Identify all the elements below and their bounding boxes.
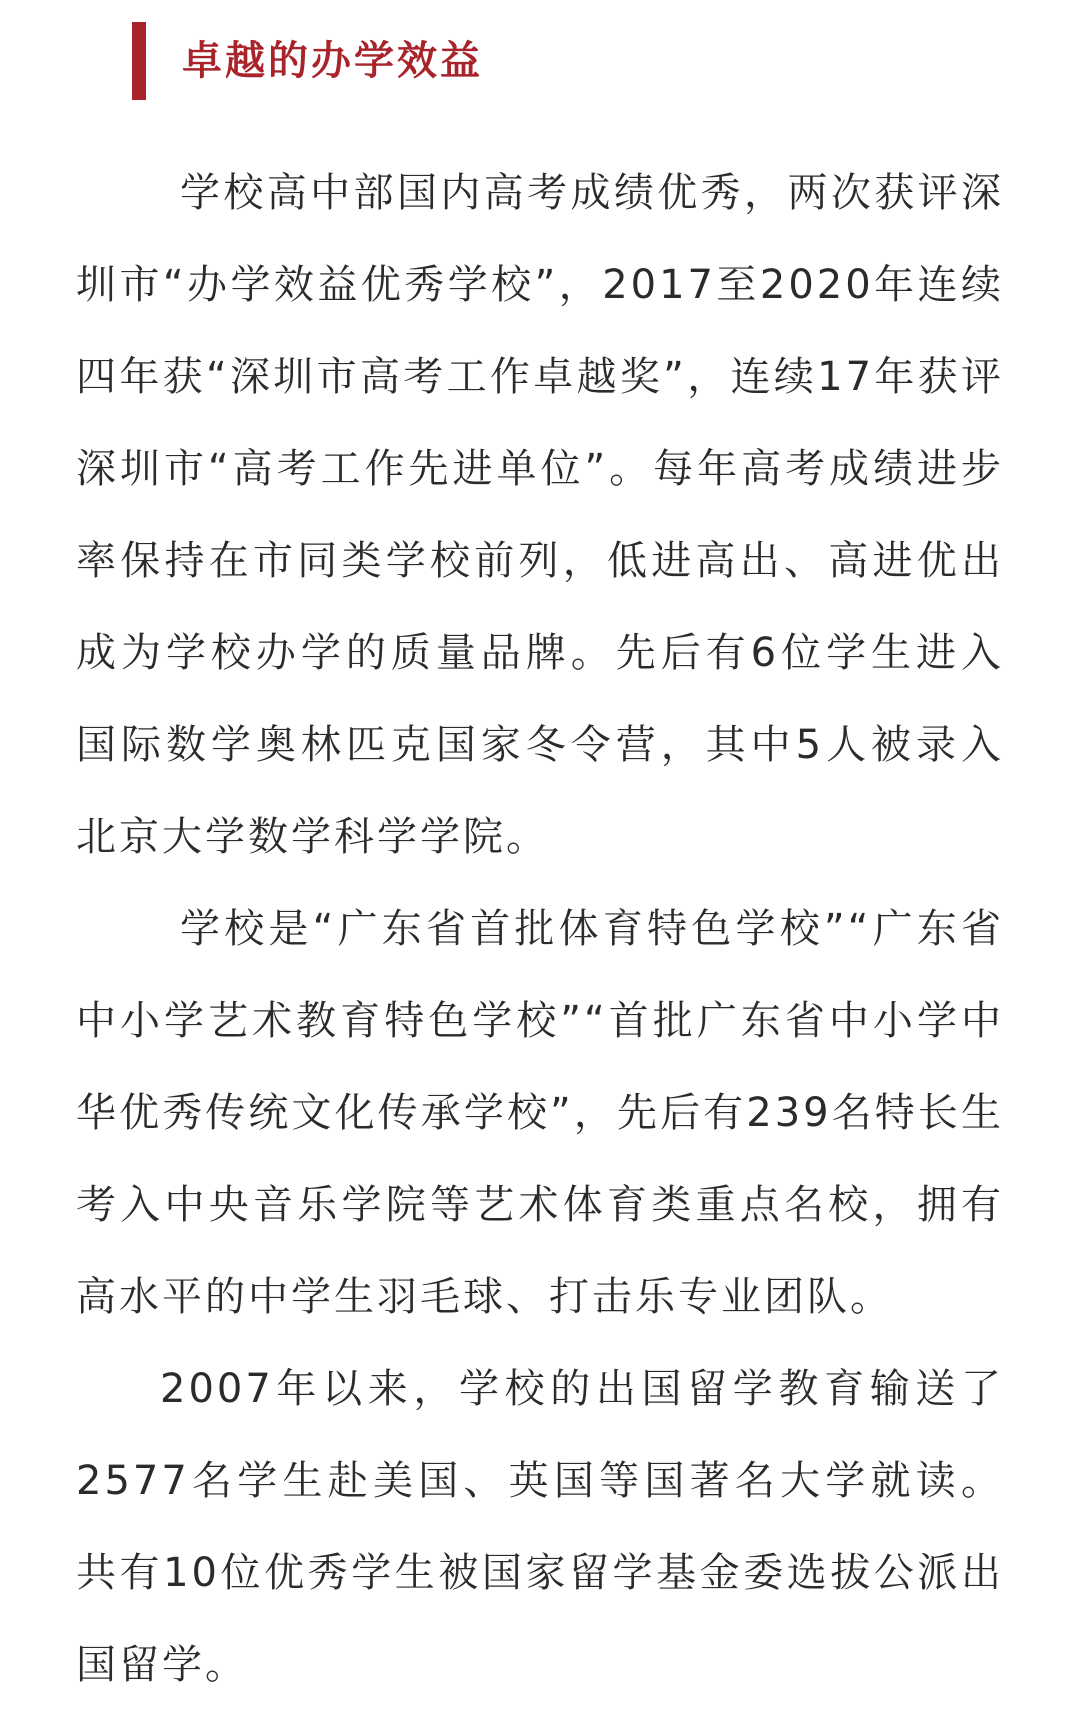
paragraph-arts-sports: 学校是“广东省首批体育特色学校”“广东省中小学艺术教育特色学校”“首批广东省中小学中华优秀传统文化传承学校”，先后有239名特长生考入中央音乐学院等艺术体育类重点名校，拥有高水平的中学生羽毛球、打击乐专业团队。 [76, 906, 1004, 1320]
section-title: 卓越的办学效益 [182, 38, 483, 84]
section-header [132, 22, 483, 100]
paragraph-gaokao: 学校高中部国内高考成绩优秀，两次获评深圳市“办学效益优秀学校”，2017至2020年连续四年获“深圳市高考工作卓越奖”，连续17年获评深圳市“高考工作先进单位”。每年高考成绩进步率保持在市同类学校前列，低进高出、高进优出成为学校办学的质量品牌。先后有6位学生进入国际数学奥林匹克国家冬令营，其中5人被录入北京大学数学科学学院。 [76, 170, 1004, 860]
accent-bar [132, 22, 146, 100]
article-body [76, 147, 1004, 1711]
paragraph-study-abroad: 2007年以来，学校的出国留学教育输送了2577名学生赴美国、英国等国著名大学就读。共有10位优秀学生被国家留学基金委选拔公派出国留学。 [76, 1366, 1004, 1688]
